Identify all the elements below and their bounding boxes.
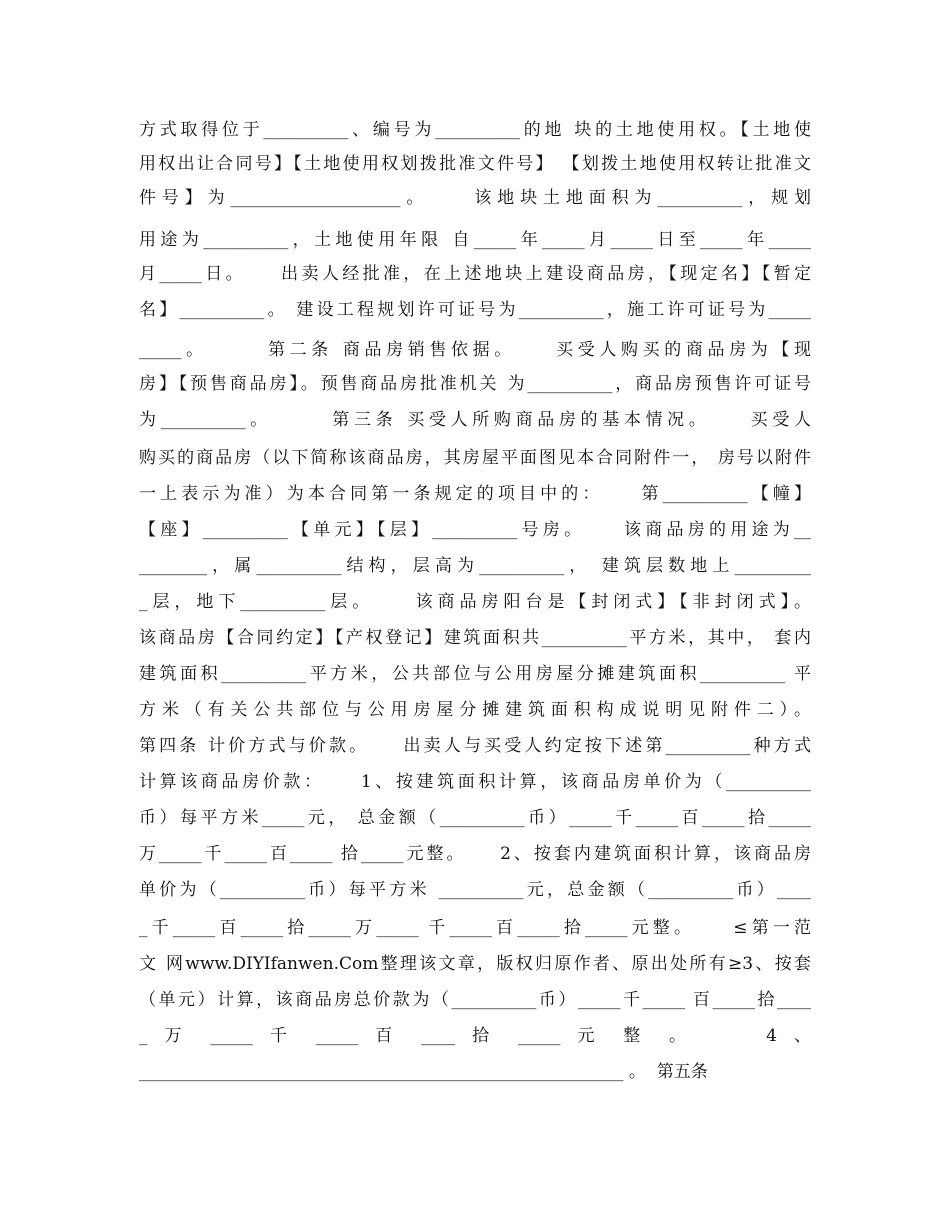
text-line: 方米（有关公共部位与公用房屋分摊建筑面积构成说明见附件二）。: [139, 700, 811, 720]
text-line: （单元）计算，该商品房总价款为（__________币）_____千_____ 百_____拾____: [139, 990, 811, 1010]
text-line: _____。 第二条 商品房销售依据。 买受人购买的商品房为【现: [139, 340, 811, 360]
text-line: 文 网www.DIYIfanwen.Com整理该文章，版权归原作者、原出处所有≥3、按套: [139, 954, 811, 974]
text-line: 该商品房【合同约定】【产权登记】建筑面积共__________平方米，其中， 套内: [139, 628, 811, 648]
text-line: 用途为__________，土地使用年限 自_____年_____月_____日至_____年_____: [139, 230, 811, 250]
text-line: _层，地下__________层。 该商品房阳台是【封闭式】【非封闭式】。: [139, 592, 811, 612]
text-line: 单价为（__________币）每平方米 __________元，总金额（__________币）____: [139, 880, 811, 900]
text-line: 万_____千_____百_____ 拾_____元整。 2、按套内建筑面积计算，该商品房: [139, 844, 811, 864]
text-line: 计算该商品房价款： 1、按建筑面积计算，该商品房单价为（__________: [139, 772, 811, 792]
text-line: 方式取得位于__________、编号为__________的地 块的土地使用权。【土地使: [139, 120, 811, 140]
text-line: 名】__________。 建设工程规划许可证号为__________，施工许可证号为_____: [139, 300, 811, 320]
text-line: 币）每平方米_____元， 总金额（__________币）_____千_____百_____拾_____: [139, 808, 811, 828]
text-line: _________________________________________________________ 。 第五条: [139, 1062, 708, 1082]
text-line: ________，属__________结构，层高为__________， 建筑层数地上_________: [139, 556, 811, 576]
text-line: 建筑面积__________平方米，公共部位与公用房屋分摊建筑面积__________ 平: [139, 664, 811, 684]
text-line: 一上表示为准）为本合同第一条规定的项目中的： 第__________【幢】: [139, 484, 811, 504]
text-line: 件号】为____________________。 该地块土地面积为__________，规划: [139, 188, 811, 208]
text-line: 为__________。 第三条 买受人所购商品房的基本情况。 买受人: [139, 410, 811, 430]
text-line: 用权出让合同号】【土地使用权划拨批准文件号】 【划拨土地使用权转让批准文: [139, 154, 811, 174]
text-line: 月_____日。 出卖人经批准，在上述地块上建设商品房，【现定名】【暂定: [139, 264, 811, 284]
text-line: 第四条 计价方式与价款。 出卖人与买受人约定按下述第__________种方式: [139, 736, 811, 756]
text-line: 【座】__________【单元】【层】__________号房。 该商品房的用途为__: [139, 520, 811, 540]
text-line: 购买的商品房（以下简称该商品房，其房屋平面图见本合同附件一， 房号以附件: [139, 448, 811, 468]
text-line: 房】【预售商品房】。预售商品房批准机关 为__________，商品房预售许可证号: [139, 374, 811, 394]
text-line: _ 万 _____ 千 _____ 百 ____ 拾 _____ 元 整 。 4 、: [139, 1026, 811, 1046]
text-line: _千_____百_____拾_____万_____ 千_____百_____拾_____元整。 ≤第一范: [139, 918, 811, 938]
